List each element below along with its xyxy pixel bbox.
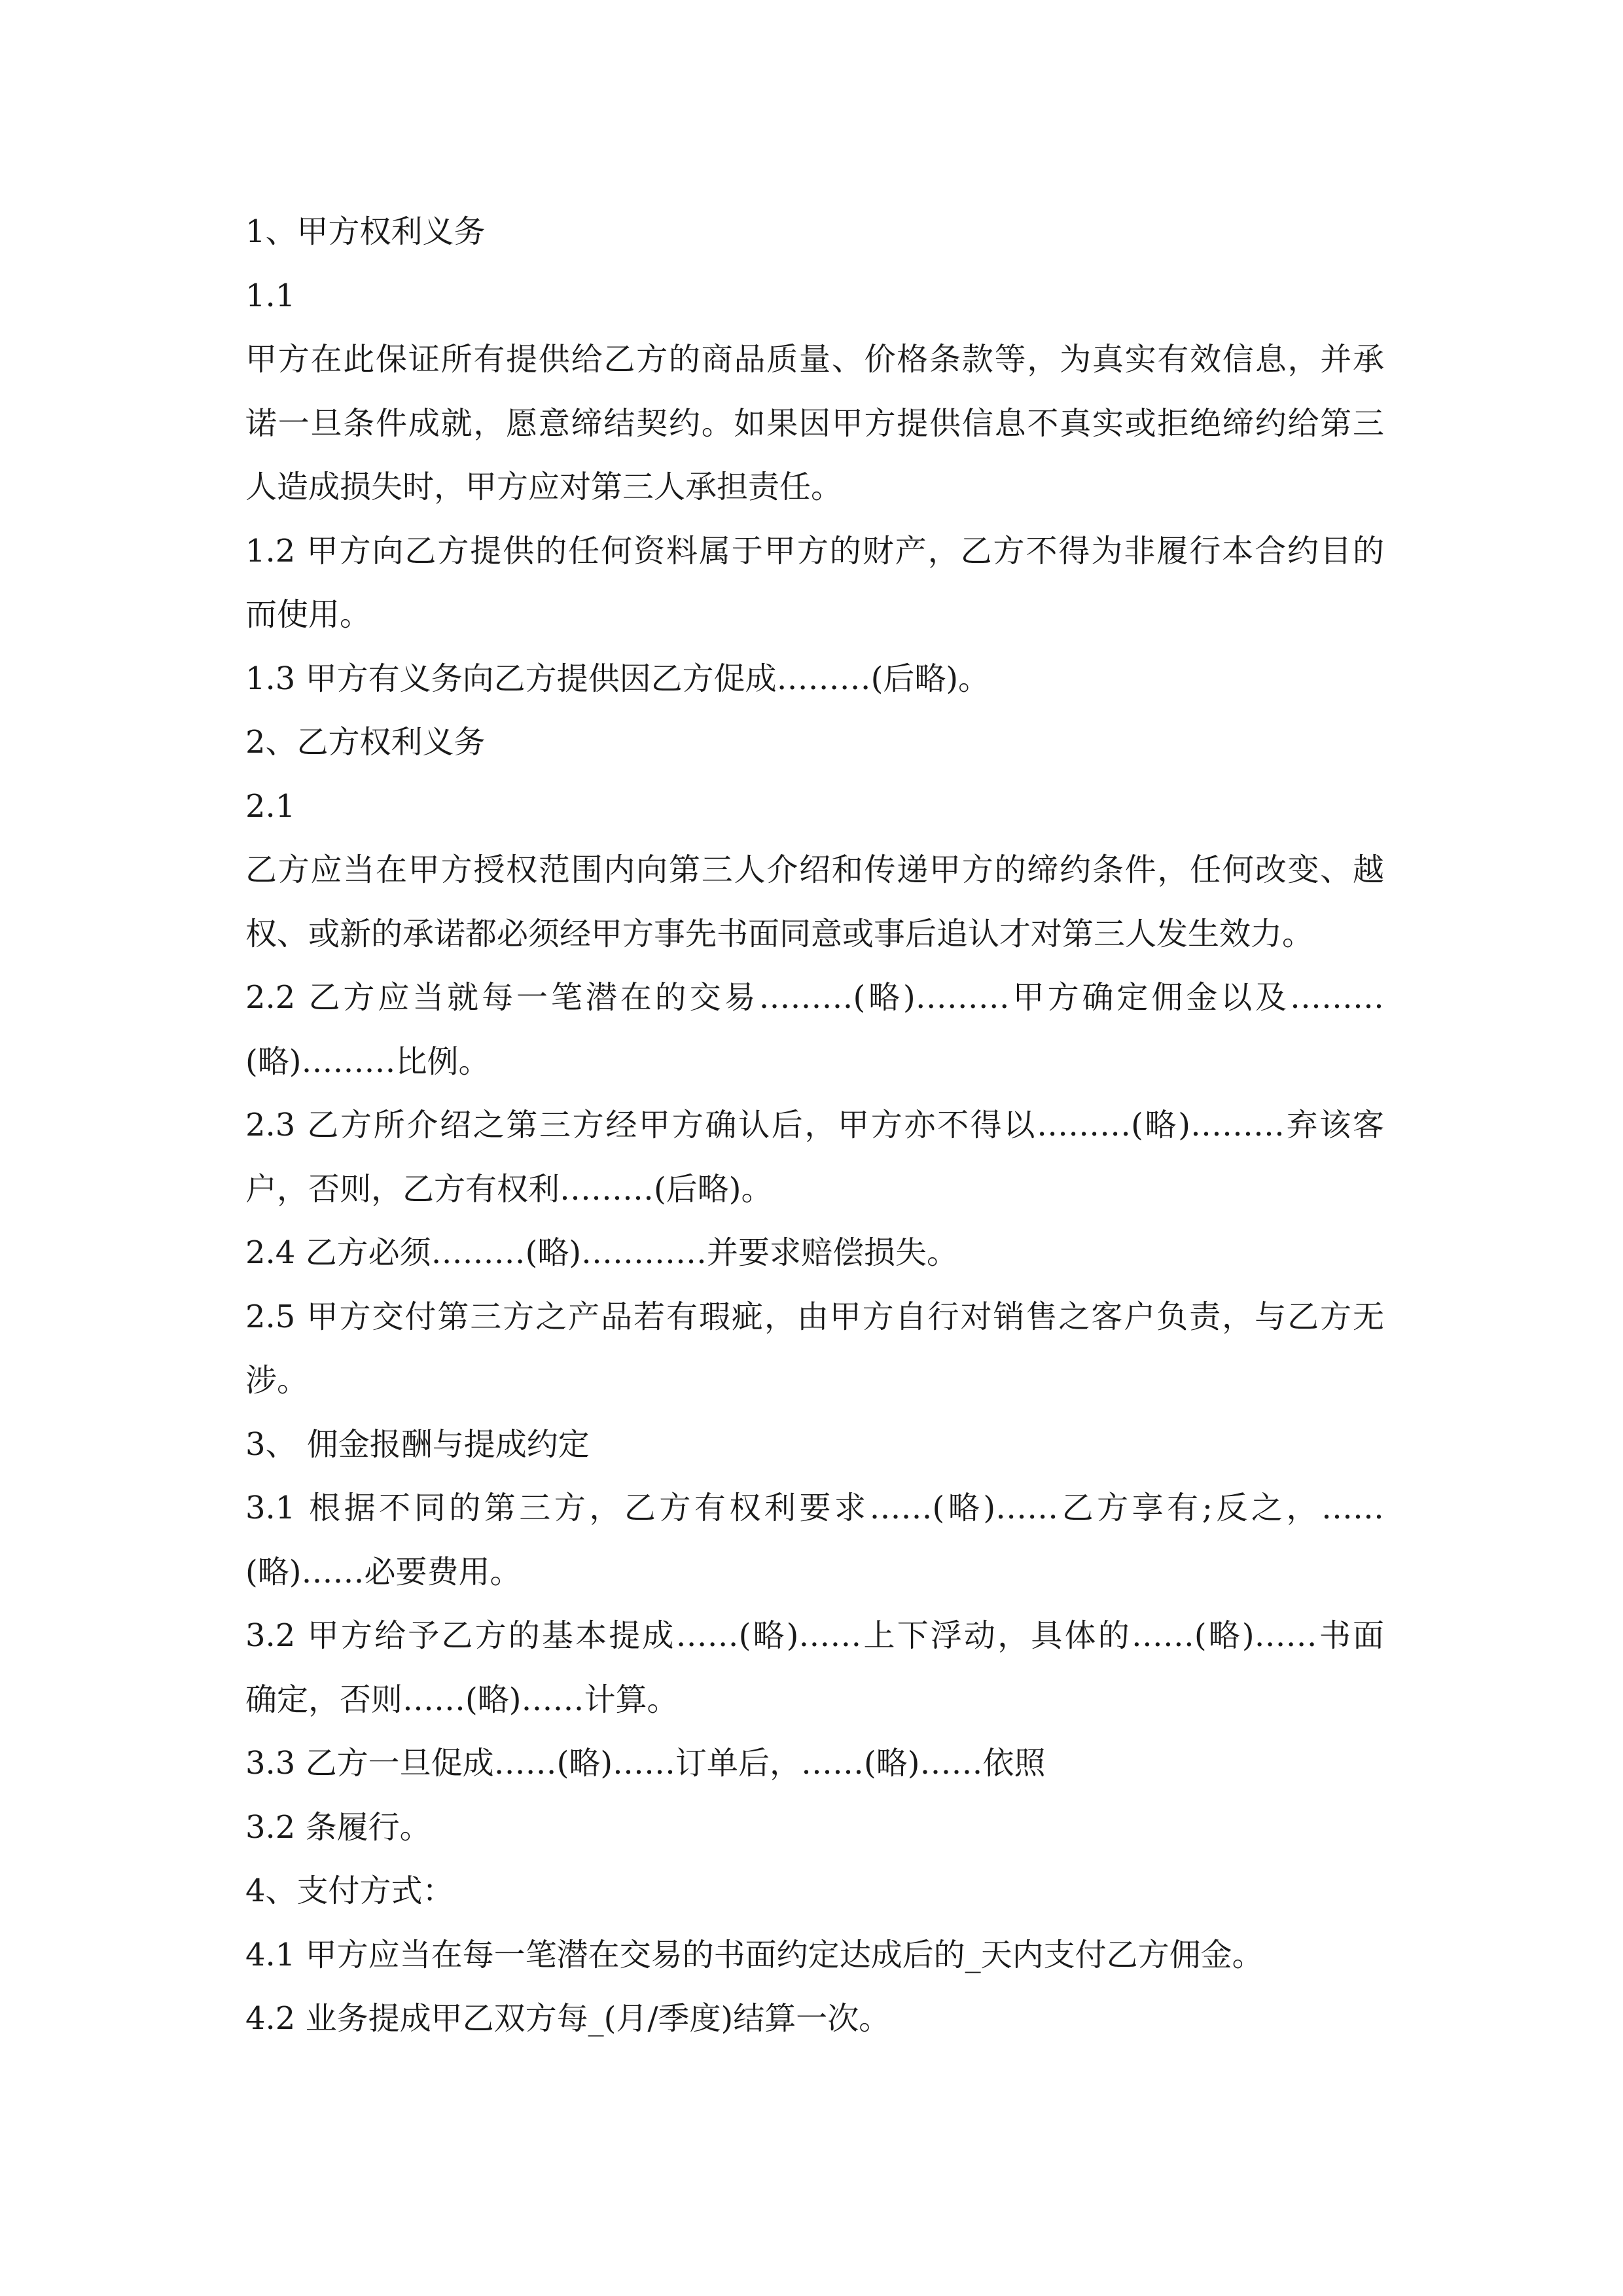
paragraph-line: 乙方应当在甲方授权范围内向第三人介绍和传递甲方的缔约条件，任何改变、越 bbox=[245, 852, 1384, 888]
paragraph-line: (略)………比例。 bbox=[245, 1043, 490, 1080]
paragraph-line: 甲方在此保证所有提供给乙方的商品质量、价格条款等，为真实有效信息，并承 bbox=[245, 341, 1384, 378]
paragraph-line: 户，否则，乙方有权利………(后略)。 bbox=[245, 1170, 773, 1208]
document-body bbox=[245, 200, 1384, 2051]
paragraph-line: 诺一旦条件成就，愿意缔结契约。如果因甲方提供信息不真实或拒绝缔约给第三 bbox=[245, 404, 1384, 442]
paragraph-line: 确定，否则……(略)……计算。 bbox=[245, 1681, 679, 1718]
paragraph-line: 权、或新的承诺都必须经甲方事先书面同意或事后追认才对第三人发生效力。 bbox=[245, 915, 1314, 952]
section-heading-1: 1、甲方权利义务 bbox=[245, 213, 486, 250]
clause-number-2-1: 2.1 bbox=[245, 787, 296, 825]
paragraph-line: 3.2 条履行。 bbox=[245, 1808, 431, 1846]
clause-number-1-1: 1.1 bbox=[245, 277, 296, 314]
clause-3-1: 3.1 根据不同的第三方，乙方有权利要求……(略)……乙方享有;反之，…… bbox=[245, 1490, 1384, 1526]
clause-4-2: 4.2 业务提成甲乙双方每_(月/季度)结算一次。 bbox=[245, 2000, 891, 2037]
clause-2-2: 2.2 乙方应当就每一笔潜在的交易………(略)………甲方确定佣金以及……… bbox=[245, 979, 1384, 1016]
section-heading-3: 3、 佣金报酬与提成约定 bbox=[245, 1426, 590, 1463]
paragraph-line: 人造成损失时，甲方应对第三人承担责任。 bbox=[245, 469, 843, 505]
paragraph-line: (略)……必要费用。 bbox=[245, 1553, 522, 1590]
paragraph-line: 而使用。 bbox=[245, 596, 372, 633]
clause-3-2: 3.2 甲方给予乙方的基本提成……(略)……上下浮动，具体的……(略)……书面 bbox=[245, 1617, 1384, 1654]
paragraph-line: 涉。 bbox=[245, 1362, 309, 1399]
clause-2-4: 2.4 乙方必须………(略)…………并要求赔偿损失。 bbox=[245, 1234, 959, 1271]
clause-3-3: 3.3 乙方一旦促成……(略)……订单后，……(略)……依照 bbox=[245, 1745, 1046, 1782]
clause-1-2: 1.2 甲方向乙方提供的任何资料属于甲方的财产，乙方不得为非履行本合约目的 bbox=[245, 532, 1384, 569]
section-heading-2: 2、乙方权利义务 bbox=[245, 724, 486, 761]
clause-1-3: 1.3 甲方有义务向乙方提供因乙方促成………(后略)。 bbox=[245, 660, 990, 697]
clause-2-3: 2.3 乙方所介绍之第三方经甲方确认后，甲方亦不得以………(略)………弃该客 bbox=[245, 1107, 1384, 1143]
clause-2-5: 2.5 甲方交付第三方之产品若有瑕疵，由甲方自行对销售之客户负责，与乙方无 bbox=[245, 1298, 1384, 1335]
section-heading-4: 4、支付方式： bbox=[245, 1873, 454, 1909]
clause-4-1: 4.1 甲方应当在每一笔潜在交易的书面约定达成后的_天内支付乙方佣金。 bbox=[245, 1936, 1264, 1973]
